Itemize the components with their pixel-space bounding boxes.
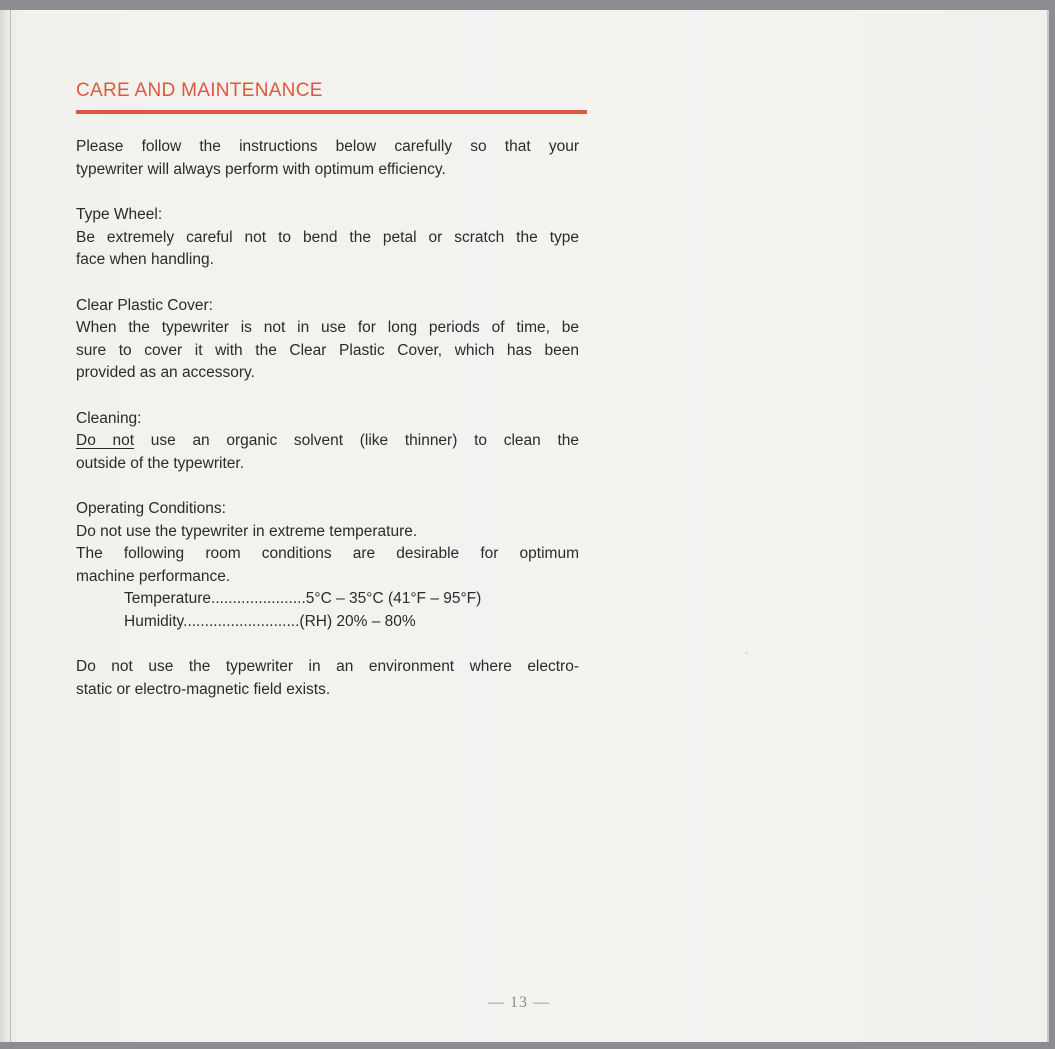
intro-line: typewriter will always perform with optimum efficiency. bbox=[76, 160, 446, 178]
heading-rule bbox=[76, 110, 587, 114]
temperature-spec: Temperature......................5°C – 35°C (41°F – 95°F) bbox=[124, 590, 482, 607]
operating-section bbox=[76, 498, 579, 633]
operating-title: Operating Conditions: bbox=[76, 500, 226, 517]
type-wheel-line: face when handling. bbox=[76, 251, 214, 268]
humidity-spec: Humidity...........................(RH) 20% – 80% bbox=[124, 612, 416, 630]
type-wheel-title: Type Wheel: bbox=[76, 206, 163, 223]
operating-line: Do not use the typewriter in extreme temperature. bbox=[76, 522, 418, 540]
cleaning-line bbox=[76, 430, 579, 453]
page-spine bbox=[10, 10, 11, 1042]
environment-line: static or electro-magnetic field exists. bbox=[76, 680, 331, 698]
cover-title: Clear Plastic Cover: bbox=[76, 296, 213, 314]
section-heading: CARE AND MAINTENANCE bbox=[76, 80, 323, 101]
cleaning-section bbox=[76, 408, 579, 476]
page-number: — 13 — bbox=[488, 994, 550, 1011]
do-not-emphasis: Do not bbox=[76, 432, 135, 449]
type-wheel-section bbox=[76, 204, 579, 272]
intro-line: Please follow the instructions below carefully so that your bbox=[76, 138, 579, 155]
environment-paragraph bbox=[76, 656, 579, 701]
cleaning-line: outside of the typewriter. bbox=[76, 454, 245, 472]
manual-page bbox=[0, 10, 1049, 1042]
type-wheel-line: Be extremely careful not to bend the petal or scratch the type bbox=[76, 228, 579, 246]
operating-line: machine performance. bbox=[76, 567, 231, 585]
intro-paragraph bbox=[76, 136, 579, 181]
cleaning-line-rest: use an organic solvent (like thinner) to clean the bbox=[134, 432, 579, 449]
operating-line: The following room conditions are desirable for optimum bbox=[76, 545, 579, 562]
page-content bbox=[76, 80, 579, 724]
environment-line: Do not use the typewriter in an environment where electro- bbox=[76, 658, 579, 675]
cover-line: When the typewriter is not in use for long periods of time, be bbox=[76, 319, 579, 336]
cover-line: sure to cover it with the Clear Plastic Cover, which has been bbox=[76, 341, 579, 359]
cleaning-title: Cleaning: bbox=[76, 409, 142, 427]
cover-line: provided as an accessory. bbox=[76, 364, 255, 381]
cover-section bbox=[76, 295, 579, 385]
paper-speck bbox=[745, 652, 748, 654]
